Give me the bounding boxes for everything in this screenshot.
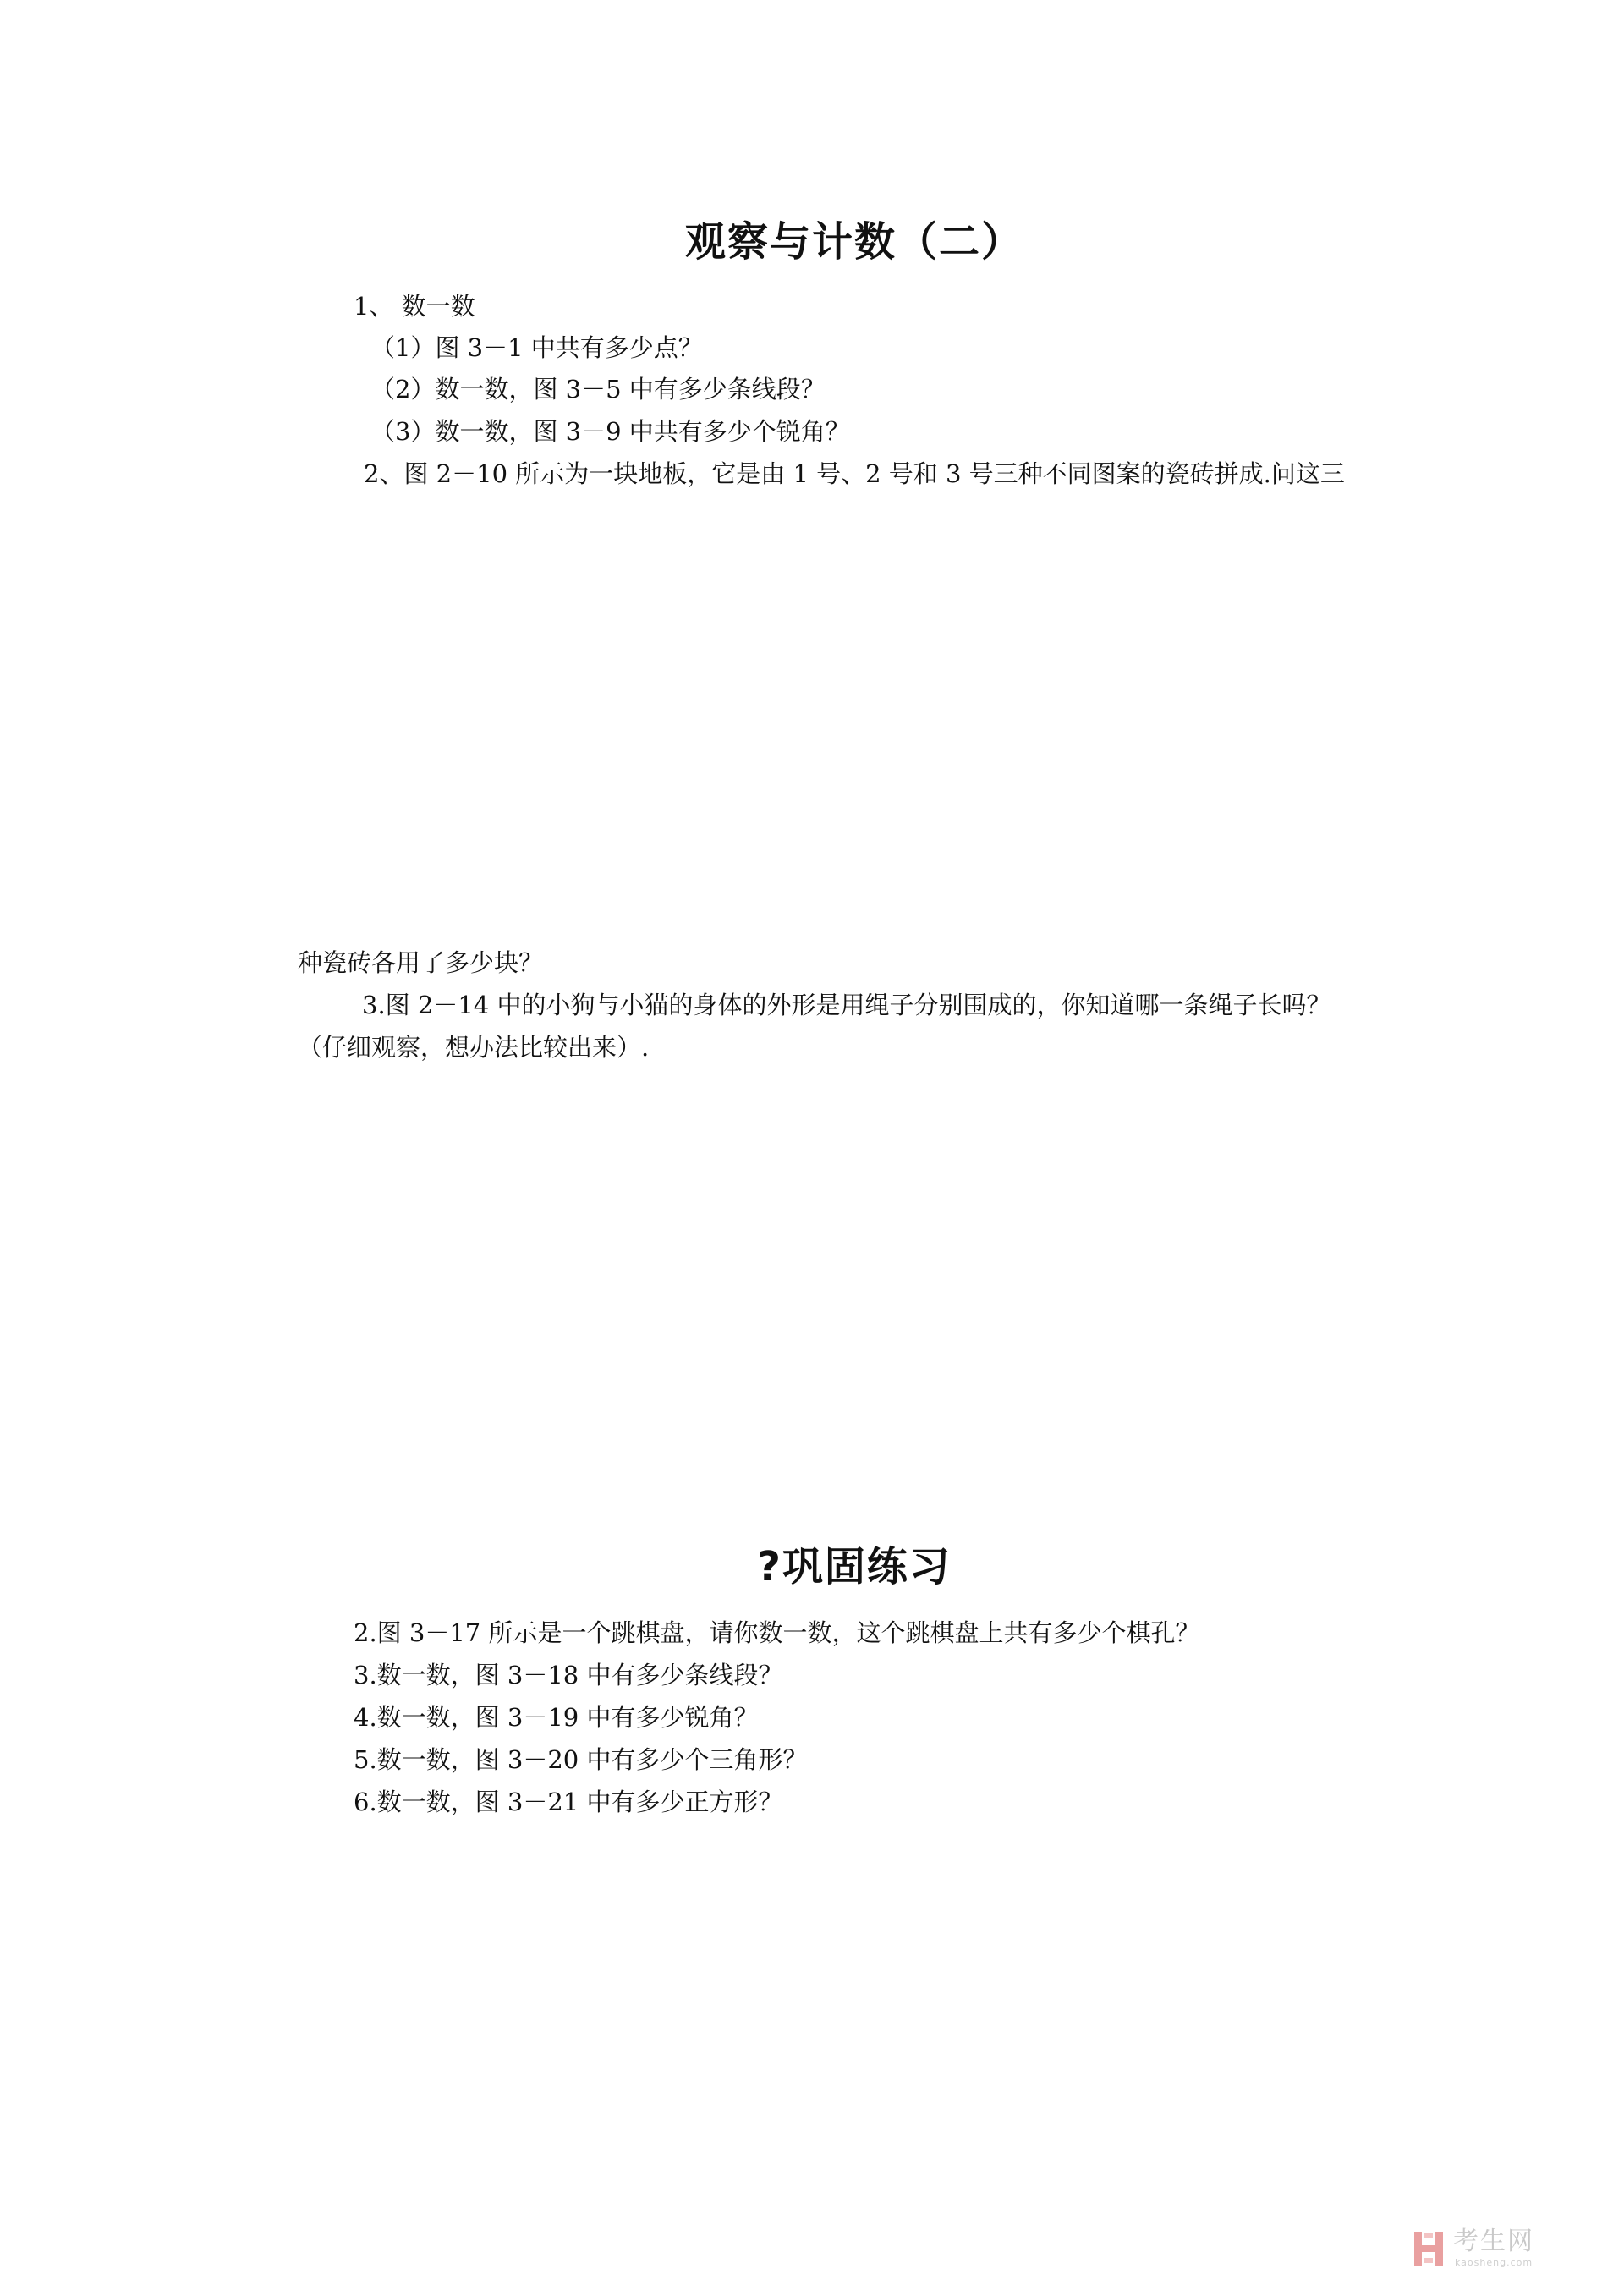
- watermark-subtext: kaosheng.com: [1455, 2257, 1533, 2268]
- question-3-line-2: （仔细观察，想办法比较出来）.: [298, 1033, 650, 1062]
- page-title: 观察与计数（二）: [684, 218, 1023, 266]
- question-item-1: （1）图 3－1 中共有多少点？: [370, 333, 703, 362]
- practice-item-5: 5.数一数，图 3－20 中有多少个三角形？: [354, 1745, 808, 1774]
- watermark-text: 考生网: [1453, 2227, 1534, 2256]
- question-3-line-1: 3.图 2－14 中的小狗与小猫的身体的外形是用绳子分别围成的，你知道哪一条绳子长吗？: [362, 991, 1331, 1019]
- practice-item-6: 6.数一数，图 3－21 中有多少正方形？: [354, 1788, 783, 1816]
- watermark-logo-icon: [1413, 2230, 1445, 2267]
- question-item-3: （3）数一数，图 3－9 中共有多少个锐角？: [370, 417, 850, 446]
- question-2-line-1: 2、图 2－10 所示为一块地板，它是由 1 号、2 号和 3 号三种不同图案的瓷砖拼成.问这三: [364, 459, 1345, 488]
- question-item-2: （2）数一数，图 3－5 中有多少条线段？: [370, 375, 826, 404]
- section-heading-count: 1、 数一数: [354, 292, 475, 321]
- watermark: [1413, 2225, 1590, 2272]
- practice-item-2: 2.图 3－17 所示是一个跳棋盘，请你数一数，这个跳棋盘上共有多少个棋孔？: [354, 1618, 1200, 1647]
- question-2-line-2: 种瓷砖各用了多少块？: [298, 948, 544, 977]
- practice-item-3: 3.数一数，图 3－18 中有多少条线段？: [354, 1661, 783, 1689]
- section-title-practice: ?巩固练习: [757, 1543, 952, 1590]
- practice-item-4: 4.数一数，图 3－19 中有多少锐角？: [354, 1703, 759, 1732]
